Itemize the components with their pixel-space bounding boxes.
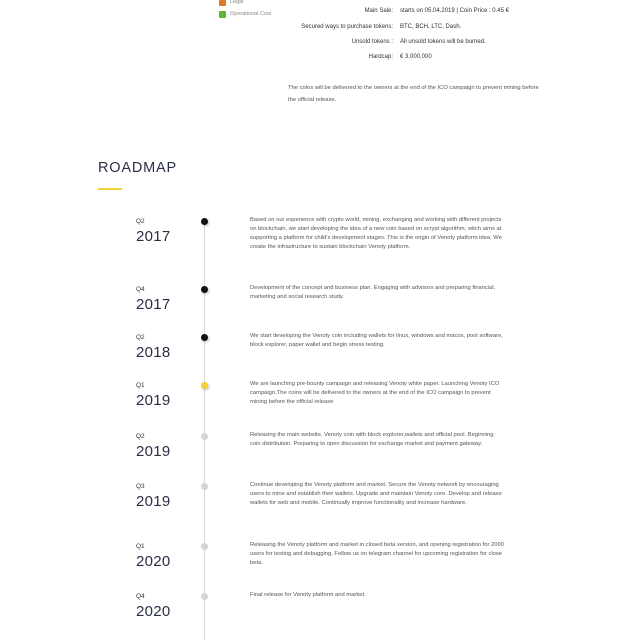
milestone-quarter: Q4 [136, 286, 145, 293]
milestone-dot-current [201, 382, 208, 389]
milestone-dot-upcoming [201, 593, 208, 600]
legend-swatch-legal [219, 0, 226, 6]
milestone-dot-done [201, 286, 208, 293]
milestone-quarter: Q2 [136, 218, 145, 225]
milestone-year: 2018 [136, 344, 171, 361]
milestone-description: Final release for Venoty platform and market. [250, 592, 366, 598]
milestone-dot-done [201, 334, 208, 341]
milestone-year: 2017 [136, 228, 171, 245]
milestone-quarter: Q1 [136, 543, 145, 550]
milestone-description: We start developing the Venoty coin including wallets for linux, windows and macos, pool software, block explorer, paper wallet and begin stress testing. [250, 333, 503, 348]
legend-item-operational-cost [219, 8, 271, 20]
milestone-year: 2019 [136, 443, 171, 460]
info-value: € 3,000,000 [400, 54, 432, 60]
milestone-quarter: Q2 [136, 334, 145, 341]
milestone-year: 2020 [136, 603, 171, 620]
legend-label: Legal [230, 0, 244, 5]
info-value: starts on 05.04.2019 | Coin Price : 0.45 € [400, 8, 509, 14]
milestone-description: We are launching pre-bounty campaign and releasing Venoty white paper. Launching Venoty ICO campaign.The coins will be delivered to the owners at the end of the ICO campaign to prevent mining before the official release [250, 381, 500, 405]
chart-legend [219, 0, 271, 20]
info-label: Unsold tokens : [351, 39, 393, 45]
milestone-dot-upcoming [201, 483, 208, 490]
milestone-description: Development of the concept and business plan. Engaging with advisors and preparing financial, marketing and social research study. [250, 285, 496, 300]
milestone-description: Continue developing the Venoty platform and market. Secure the Venoty network by encouraging users to mine and establish their wallets. Upgrade and maintain Venoty core. Develop and release wallets for web and mobile. Continually improve functionality and increase hardware. [250, 482, 502, 506]
milestone-description: Based on our experience with crypto world, mining, exchanging and working with different projects on blockchain, we start developing the idea of a new coin based on scrypt algorithm, witch aims at supporting a platform for child's development stages. This is the origin of Venoty platform idea. We create the infrastructure to sustain blockchain Venoty platform. [250, 217, 502, 250]
milestone-quarter: Q4 [136, 593, 145, 600]
milestone-dot-done [201, 218, 208, 225]
info-label: Main Sale: [364, 8, 393, 14]
milestone-dot-upcoming [201, 433, 208, 440]
info-value: All unsold tokens will be burned. [400, 39, 486, 45]
milestone-description: Releasing the main website, Venoty coin with block explorer,wallets and official pool. Beginning coin distribution. Preparing to open discussion for exchange market and payment gateway. [250, 432, 494, 447]
milestone-quarter: Q3 [136, 483, 145, 490]
delivery-note: The coins will be delivered to the owners at the end of the ICO campaign to prevent mining before the official release. [288, 85, 539, 103]
legend-item-legal [219, 0, 271, 8]
legend-label: Operational Cost [230, 11, 272, 17]
milestone-quarter: Q1 [136, 382, 145, 389]
milestone-quarter: Q2 [136, 433, 145, 440]
milestone-description: Releasing the Venoty platform and market in closed beta version, and opening registration for 2000 users for testing and debugging. Follow us on telegram channel for upcoming registration for close beta. [250, 542, 504, 566]
milestone-year: 2019 [136, 493, 171, 510]
legend-swatch-operational-cost [219, 11, 226, 18]
roadmap-title: ROADMAP [98, 160, 177, 176]
milestone-dot-upcoming [201, 543, 208, 550]
timeline-line [204, 222, 205, 640]
milestone-year: 2019 [136, 392, 171, 409]
info-label: Secured ways to purchase tokens: [301, 24, 393, 30]
info-label: Hardcap: [368, 54, 393, 60]
info-value: BTC, BCH, LTC, Dash. [400, 24, 462, 30]
milestone-year: 2020 [136, 553, 171, 570]
roadmap-title-underline [98, 188, 122, 190]
milestone-year: 2017 [136, 296, 171, 313]
